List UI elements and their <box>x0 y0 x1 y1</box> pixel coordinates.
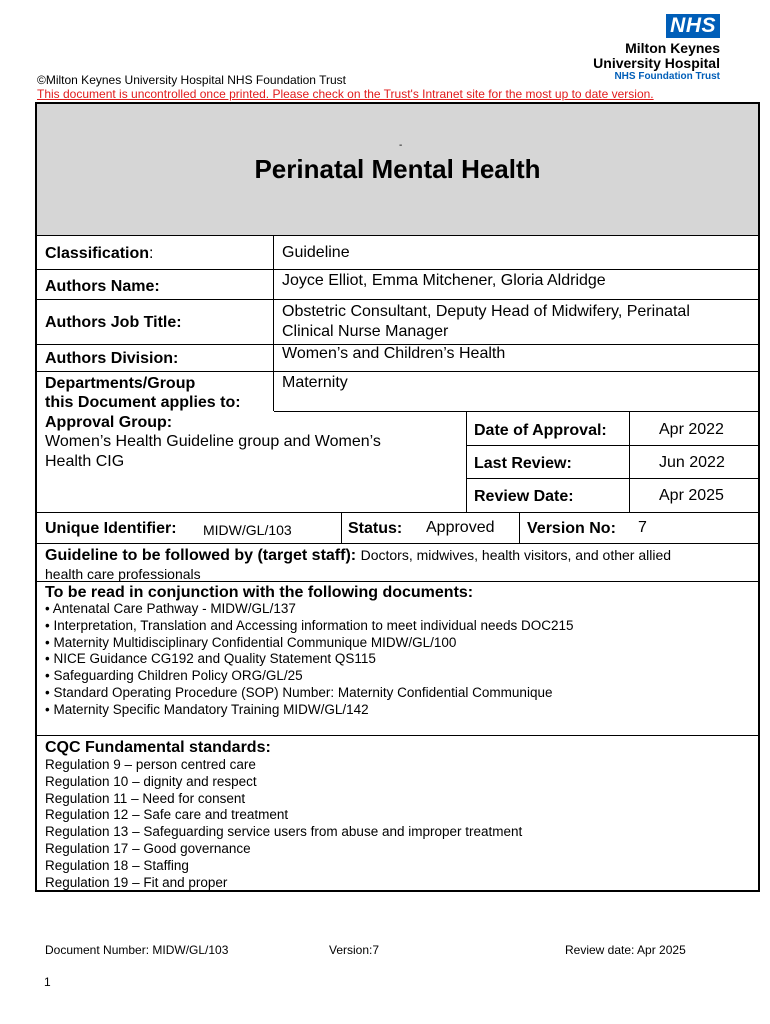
document-info-table <box>35 102 760 892</box>
version-label: Version No: <box>527 520 616 537</box>
authors-name-label: Authors Name: <box>45 278 160 295</box>
footer-document-number: Document Number: MIDW/GL/103 <box>45 943 229 957</box>
status-label: Status: <box>348 520 403 537</box>
row-divider <box>37 512 758 513</box>
list-item: Regulation 12 – Safe care and treatment <box>45 807 289 823</box>
approval-group-value-line1: Women’s Health Guideline group and Women’s <box>45 433 381 450</box>
status-value: Approved <box>426 519 495 536</box>
target-staff-value: Doctors, midwives, health visitors, and other allied <box>360 547 672 563</box>
approval-group-label: Approval Group: <box>45 414 173 431</box>
row-divider <box>37 543 758 544</box>
column-divider <box>519 512 520 543</box>
list-item: • NICE Guidance CG192 and Quality Statement QS115 <box>45 651 376 667</box>
row-divider <box>37 269 758 270</box>
footer-review-date: Review date: Apr 2025 <box>565 943 686 957</box>
list-item: • Maternity Multidisciplinary Confidential Communique MIDW/GL/100 <box>45 634 457 650</box>
logo-org-name-line1: Milton Keynes <box>625 40 720 56</box>
classification-value: Guideline <box>282 244 350 261</box>
column-divider <box>466 411 467 513</box>
row-divider <box>274 411 758 412</box>
departments-value: Maternity <box>282 374 348 391</box>
title-marker: - <box>399 140 403 151</box>
row-divider <box>37 371 758 372</box>
cqc-standards-heading: CQC Fundamental standards: <box>45 739 271 756</box>
list-item: • Standard Operating Procedure (SOP) Number: Maternity Confidential Communique <box>45 684 553 700</box>
list-item: • Interpretation, Translation and Accessing information to meet individual needs DOC215 <box>45 617 574 633</box>
nhs-logo <box>593 14 720 83</box>
logo-org-trust: NHS Foundation Trust <box>614 71 720 82</box>
list-item: • Safeguarding Children Policy ORG/GL/25 <box>45 668 303 684</box>
nhs-logo-mark: NHS <box>666 14 720 38</box>
authors-job-title-label: Authors Job Title: <box>45 314 182 331</box>
list-item: Regulation 17 – Good governance <box>45 840 251 856</box>
authors-name-value: Joyce Elliot, Emma Mitchener, Gloria Aldridge <box>282 272 606 289</box>
cqc-standards-list <box>45 757 522 891</box>
review-date-value: Apr 2025 <box>659 487 724 504</box>
classification-label: Classification: <box>45 245 154 262</box>
list-item: • Antenatal Care Pathway - MIDW/GL/137 <box>45 601 296 616</box>
column-divider <box>629 411 630 513</box>
copyright-notice: ©Milton Keynes University Hospital NHS Foundation Trust <box>37 73 346 87</box>
title-band <box>37 104 758 236</box>
list-item: • Maternity Specific Mandatory Training MIDW/GL/142 <box>45 701 369 717</box>
list-item: Regulation 10 – dignity and respect <box>45 773 257 789</box>
authors-job-title-value-line1: Obstetric Consultant, Deputy Head of Midwifery, Perinatal <box>282 303 690 320</box>
row-divider <box>37 581 758 582</box>
version-value: 7 <box>638 519 647 536</box>
departments-label-line1: Departments/Group <box>45 375 196 392</box>
page-title: Perinatal Mental Health <box>254 154 541 184</box>
authors-job-title-value-line2: Clinical Nurse Manager <box>282 323 449 340</box>
authors-division-value: Women’s and Children’s Health <box>282 345 506 362</box>
date-of-approval-label: Date of Approval: <box>474 422 607 439</box>
row-divider <box>467 478 758 479</box>
row-divider <box>37 299 758 300</box>
uncontrolled-warning: This document is uncontrolled once printed. Please check on the Trust's Intranet site for the most up to date version. <box>37 87 654 101</box>
last-review-label: Last Review: <box>474 455 572 472</box>
list-item: Regulation 13 – Safeguarding service users from abuse and improper treatment <box>45 824 523 840</box>
list-item: Regulation 11 – Need for consent <box>45 790 246 806</box>
list-item: Regulation 9 – person centred care <box>45 757 256 772</box>
footer-version: Version:7 <box>329 943 380 957</box>
unique-identifier-value: MIDW/GL/103 <box>203 522 292 538</box>
approval-group-value-line2: Health CIG <box>45 453 125 470</box>
last-review-value: Jun 2022 <box>659 454 725 471</box>
column-divider <box>341 512 342 543</box>
target-staff-line1 <box>45 546 671 565</box>
page-number: 1 <box>44 975 51 989</box>
related-documents-heading: To be read in conjunction with the following documents: <box>45 584 474 601</box>
authors-division-label: Authors Division: <box>45 350 179 367</box>
logo-org-name-line2: University Hospital <box>593 55 720 71</box>
departments-label-line2: this Document applies to: <box>45 394 241 411</box>
target-staff-label: Guideline to be followed by (target staff): <box>45 547 357 564</box>
date-of-approval-value: Apr 2022 <box>659 421 724 438</box>
list-item: Regulation 18 – Staffing <box>45 857 189 873</box>
column-divider <box>273 235 274 411</box>
review-date-label: Review Date: <box>474 488 574 505</box>
row-divider <box>37 735 758 736</box>
related-documents-list <box>45 601 574 719</box>
row-divider <box>467 445 758 446</box>
target-staff-value-line2: health care professionals <box>45 566 201 582</box>
unique-identifier-label: Unique Identifier: <box>45 520 177 537</box>
list-item: Regulation 19 – Fit and proper <box>45 874 228 890</box>
